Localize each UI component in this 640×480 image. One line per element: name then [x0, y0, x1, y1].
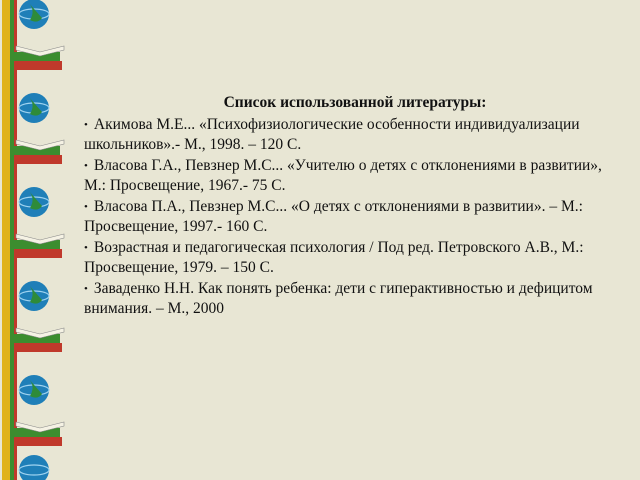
- list-item: [84, 156, 620, 196]
- bullet-icon: •: [84, 160, 88, 172]
- globe-icon: [19, 375, 49, 405]
- bibliography: [84, 93, 620, 320]
- globe-icon: [19, 187, 49, 217]
- list-item-text: Акимова М.Е... «Психофизиологические особенности индивидуализации школьников».- М., 1998. – 120 С.: [84, 116, 580, 153]
- bullet-icon: •: [84, 201, 88, 213]
- book-icon: [10, 422, 64, 446]
- pencil-stripe: [2, 0, 10, 480]
- page-title: Список использованной литературы:: [223, 94, 487, 111]
- list-item: [84, 279, 620, 319]
- book-icon: [10, 234, 64, 258]
- book-icon: [10, 46, 64, 70]
- list-item: [84, 238, 620, 278]
- globe-icon: [19, 455, 49, 480]
- list-item-text: Власова Г.А., Певзнер М.С... «Учителю о детях с отклонениями в развитии», М.: Просвещение, 1967.- 75 С.: [84, 157, 602, 194]
- list-item-text: Заваденко Н.Н. Как понять ребенка: дети с гиперактивностью и дефицитом внимания. – М., 2000: [84, 280, 593, 317]
- decorative-border: [0, 0, 68, 480]
- list-item-text: Власова П.А., Певзнер М.С... «О детях с отклонениями в развитии». – М.: Просвещение, 1997.- 160 С.: [84, 198, 583, 235]
- list-item: [84, 197, 620, 237]
- list-item-text: Возрастная и педагогическая психология / Под ред. Петровского А.В., М.: Просвещение, 1979. – 150 С.: [84, 239, 584, 276]
- globe-icon: [19, 281, 49, 311]
- bullet-icon: •: [84, 242, 88, 254]
- globe-icon: [19, 93, 49, 123]
- book-icon: [10, 140, 64, 164]
- globe-icon: [19, 0, 49, 29]
- bullet-icon: •: [84, 119, 88, 131]
- bullet-icon: •: [84, 283, 88, 295]
- book-icon: [10, 328, 64, 352]
- list-item: [84, 115, 620, 155]
